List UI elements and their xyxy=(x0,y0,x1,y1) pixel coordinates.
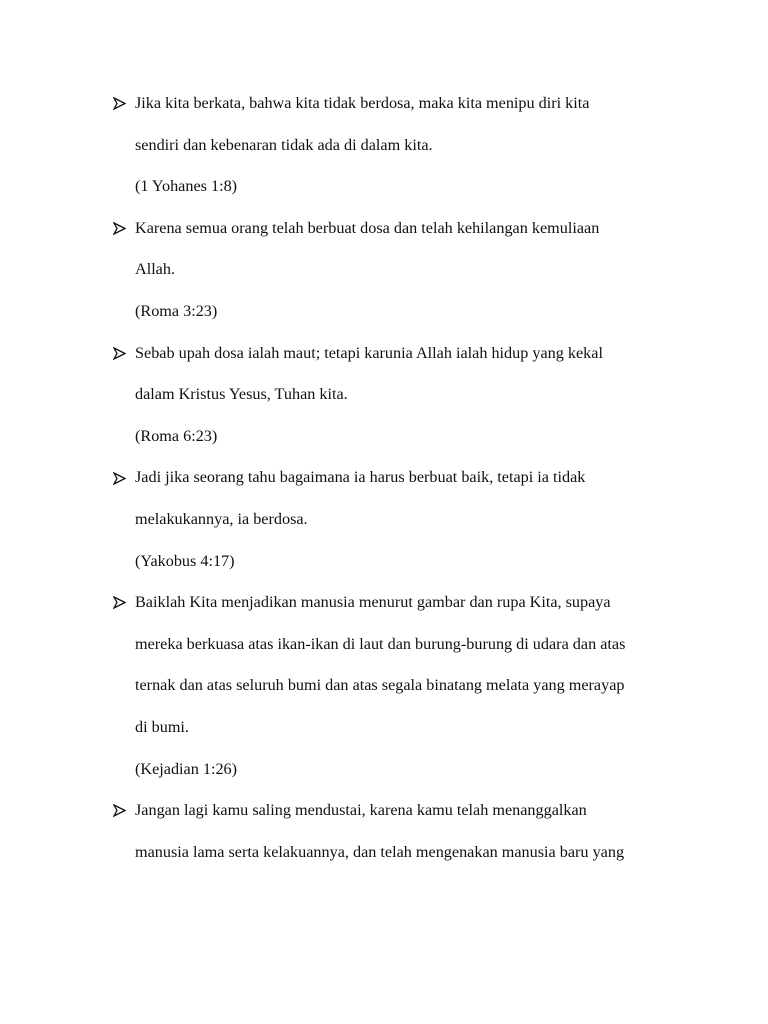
verse-entry xyxy=(113,333,713,458)
verse-text-line: Jadi jika seorang tahu bagaimana ia harus berbuat baik, tetapi ia tidak xyxy=(135,468,586,487)
verse-entry xyxy=(113,83,713,208)
verse-text-line: ternak dan atas seluruh bumi dan atas segala binatang melata yang merayap xyxy=(135,676,625,695)
verse-text-line: dalam Kristus Yesus, Tuhan kita. xyxy=(135,385,348,404)
verse-text-line: mereka berkuasa atas ikan-ikan di laut dan burung-burung di udara dan atas xyxy=(135,634,626,653)
verse-text-line: Sebab upah dosa ialah maut; tetapi karunia Allah ialah hidup yang kekal xyxy=(135,343,603,362)
verse-text-line: Baiklah Kita menjadikan manusia menurut gambar dan rupa Kita, supaya xyxy=(135,593,611,612)
arrowhead-bullet-icon xyxy=(113,83,127,125)
arrowhead-bullet-icon xyxy=(113,790,127,832)
verse-text-line: di bumi. xyxy=(135,717,189,736)
verse-text-line: manusia lama serta kelakuannya, dan telah mengenakan manusia baru yang xyxy=(135,842,625,861)
verse-text-line: Karena semua orang telah berbuat dosa dan telah kehilangan kemuliaan xyxy=(135,218,600,237)
verse-reference: (Yakobus 4:17) xyxy=(135,551,235,570)
verse-reference: (Roma 6:23) xyxy=(135,426,218,445)
verse-entry xyxy=(113,790,713,873)
verse-text-line: sendiri dan kebenaran tidak ada di dalam kita. xyxy=(135,135,433,154)
verse-text-line: Jika kita berkata, bahwa kita tidak berdosa, maka kita menipu diri kita xyxy=(135,94,590,112)
verse-text-line: Allah. xyxy=(135,260,176,279)
verse-list xyxy=(113,83,713,873)
verse-entry xyxy=(113,457,713,582)
arrowhead-bullet-icon xyxy=(113,208,127,250)
arrowhead-bullet-icon xyxy=(113,582,127,624)
verse-reference: (Roma 3:23) xyxy=(135,301,218,320)
verse-reference: (1 Yohanes 1:8) xyxy=(135,177,238,196)
verse-entry xyxy=(113,582,713,790)
verse-text-line: melakukannya, ia berdosa. xyxy=(135,509,308,528)
verse-text-line: Jangan lagi kamu saling mendustai, karena kamu telah menanggalkan xyxy=(135,801,587,820)
arrowhead-bullet-icon xyxy=(113,333,127,375)
verse-reference: (Kejadian 1:26) xyxy=(135,759,238,778)
verse-entry xyxy=(113,208,713,333)
arrowhead-bullet-icon xyxy=(113,457,127,499)
